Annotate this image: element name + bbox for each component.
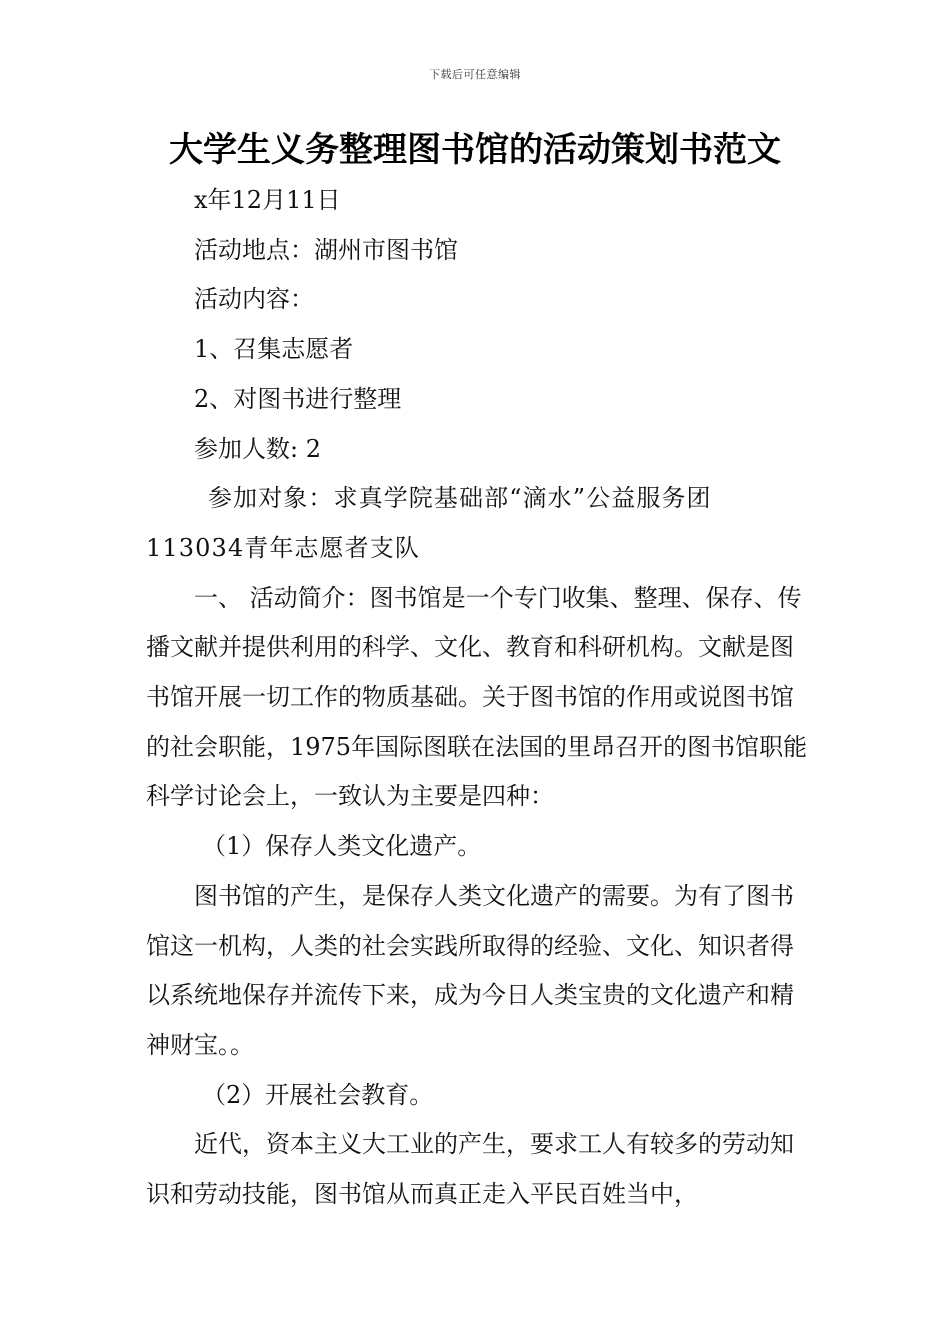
activity-location: 活动地点：湖州市图书馆	[194, 235, 458, 264]
participants-target: 参加对象：求真学院基础部“滴水”公益服务团113034青年志愿者支队	[146, 484, 712, 562]
function-2-heading: （2）开展社会教育。	[202, 1080, 434, 1109]
participants-count: 参加人数: 2	[194, 434, 321, 463]
activity-date: x年12月11日	[194, 186, 341, 214]
activity-item-2: 2、对图书进行整理	[194, 384, 402, 413]
document-body	[146, 176, 808, 1220]
section-1-intro: 一、 活动简介：图书馆是一个专门收集、整理、保存、传播文献并提供利用的科学、文化、教育和科研机构。文献是图书馆开展一切工作的物质基础。关于图书馆的作用或说图书馆的社会职能，1975年国际图联在法国的里昂召开的图书馆职能科学讨论会上，一致认为主要是四种：	[146, 583, 808, 811]
function-1-heading: （1）保存人类文化遗产。	[202, 832, 482, 861]
function-2-body: 近代，资本主义大工业的产生，要求工人有较多的劳动知识和劳动技能，图书馆从而真正走入平民百姓当中，	[146, 1130, 794, 1209]
document-title: 大学生义务整理图书馆的活动策划书范文	[169, 130, 781, 170]
activity-content-label: 活动内容：	[194, 285, 314, 314]
header-note: 下载后可任意编辑	[429, 68, 521, 81]
activity-item-1: 1、召集志愿者	[194, 335, 354, 364]
function-1-body: 图书馆的产生，是保存人类文化遗产的需要。为有了图书馆这一机构，人类的社会实践所取得的经验、文化、知识者得以系统地保存并流传下来，成为今日人类宝贵的文化遗产和精神财宝。。	[146, 881, 794, 1059]
